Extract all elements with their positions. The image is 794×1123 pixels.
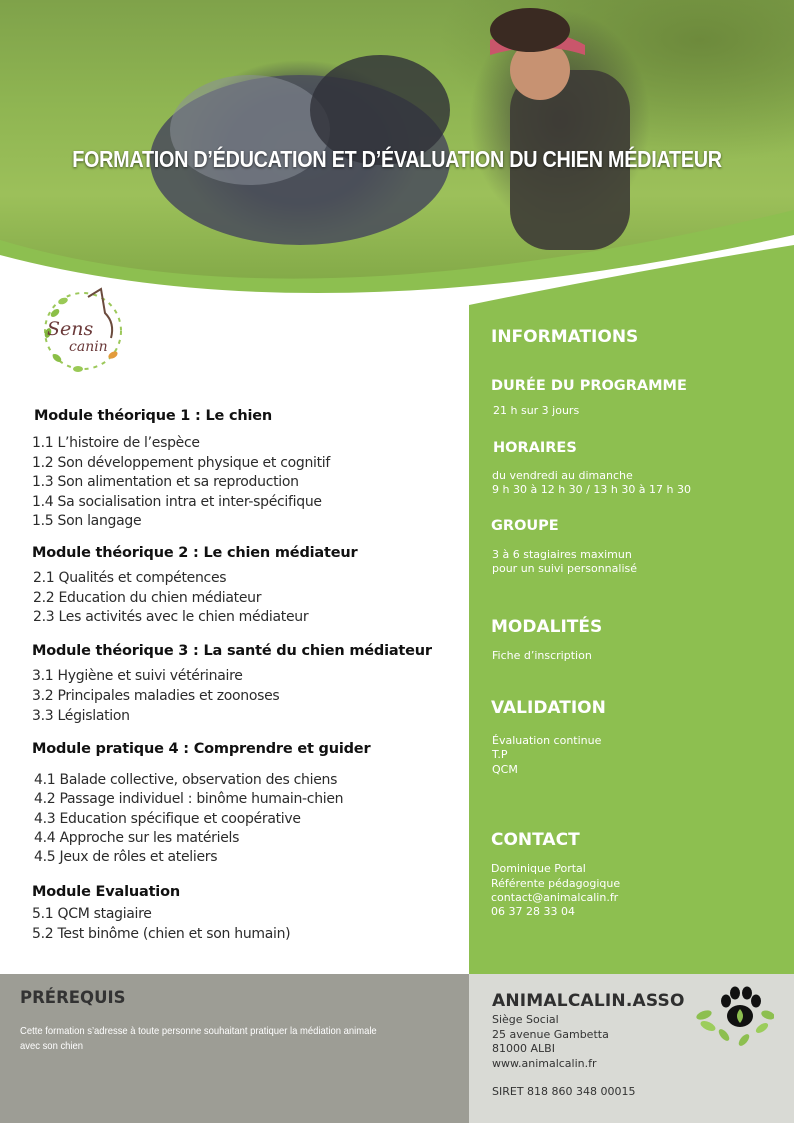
validation-text-2: T.P <box>492 748 508 761</box>
module-item: 5.1 QCM stagiaire <box>32 906 152 922</box>
module-item: 4.4 Approche sur les matériels <box>34 830 240 846</box>
groupe-heading: GROUPE <box>491 518 559 534</box>
association-line-3: 81000 ALBI <box>492 1042 555 1055</box>
horaires-text-1: du vendredi au dimanche <box>492 469 633 482</box>
groupe-text-2: pour un suivi personnalisé <box>492 562 637 575</box>
module-item: 2.2 Education du chien médiateur <box>33 590 262 606</box>
logo-text-canin: canin <box>69 339 108 355</box>
horaires-heading: HORAIRES <box>493 440 577 456</box>
association-line-2: 25 avenue Gambetta <box>492 1028 609 1041</box>
module-item: 2.1 Qualités et compétences <box>33 570 227 586</box>
module-item: 4.5 Jeux de rôles et ateliers <box>34 849 218 865</box>
module-item: 1.3 Son alimentation et sa reproduction <box>32 474 299 490</box>
module-item: 4.1 Balade collective, observation des chiens <box>34 772 338 788</box>
contact-name: Dominique Portal <box>491 862 586 875</box>
module-item: 4.3 Education spécifique et coopérative <box>34 811 301 827</box>
module-item: 4.2 Passage individuel : binôme humain-chien <box>34 791 344 807</box>
prerequis-text: Cette formation s’adresse à toute personne souhaitant pratiquer la médiation animale avec son chien <box>20 1025 377 1052</box>
horaires-text-2: 9 h 30 à 12 h 30 / 13 h 30 à 17 h 30 <box>492 483 692 496</box>
module-1-title: Module théorique 1 : Le chien <box>34 408 273 424</box>
module-2-title: Module théorique 2 : Le chien médiateur <box>32 545 358 561</box>
validation-heading: VALIDATION <box>491 698 606 718</box>
duree-text: 21 h sur 3 jours <box>493 404 580 417</box>
module-item: 3.1 Hygiène et suivi vétérinaire <box>32 668 243 684</box>
association-line-1: Siège Social <box>492 1013 559 1026</box>
modalites-heading: MODALITÉS <box>491 617 603 637</box>
page-title: FORMATION D’ÉDUCATION ET D’ÉVALUATION DU CHIEN MÉDIATEUR <box>72 146 722 172</box>
info-heading: INFORMATIONS <box>491 327 639 347</box>
module-item: 1.1 L’histoire de l’espèce <box>32 435 200 451</box>
groupe-text-1: 3 à 6 stagiaires maximun <box>492 548 632 561</box>
module-item: 2.3 Les activités avec le chien médiateur <box>33 609 309 625</box>
module-item: 3.3 Législation <box>32 708 130 724</box>
contact-role: Référente pédagogique <box>491 877 621 890</box>
modalites-text: Fiche d’inscription <box>492 649 592 662</box>
validation-text-3: QCM <box>492 763 518 776</box>
contact-phone: 06 37 28 33 04 <box>491 905 575 918</box>
validation-text-1: Évaluation continue <box>492 734 602 747</box>
module-item: 1.2 Son développement physique et cognitif <box>32 455 331 471</box>
association-website[interactable]: www.animalcalin.fr <box>492 1057 597 1070</box>
logo-text-sens: Sens <box>47 318 94 340</box>
module-5-title: Module Evaluation <box>32 884 180 900</box>
association-name: ANIMALCALIN.ASSO <box>492 991 685 1011</box>
module-4-title: Module pratique 4 : Comprendre et guider <box>32 741 371 757</box>
association-siret: SIRET 818 860 348 00015 <box>492 1085 636 1098</box>
module-item: 5.2 Test binôme (chien et son humain) <box>32 926 291 942</box>
prerequis-heading: PRÉREQUIS <box>20 988 126 1007</box>
paw-leaf-icon <box>694 983 774 1049</box>
duree-heading: DURÉE DU PROGRAMME <box>491 378 687 394</box>
sens-canin-logo <box>33 283 133 378</box>
contact-email[interactable]: contact@animalcalin.fr <box>491 891 619 904</box>
module-item: 3.2 Principales maladies et zoonoses <box>32 688 280 704</box>
module-3-title: Module théorique 3 : La santé du chien médiateur <box>32 643 432 659</box>
module-item: 1.5 Son langage <box>32 513 142 529</box>
contact-heading: CONTACT <box>491 830 580 850</box>
module-item: 1.4 Sa socialisation intra et inter-spécifique <box>32 494 322 510</box>
